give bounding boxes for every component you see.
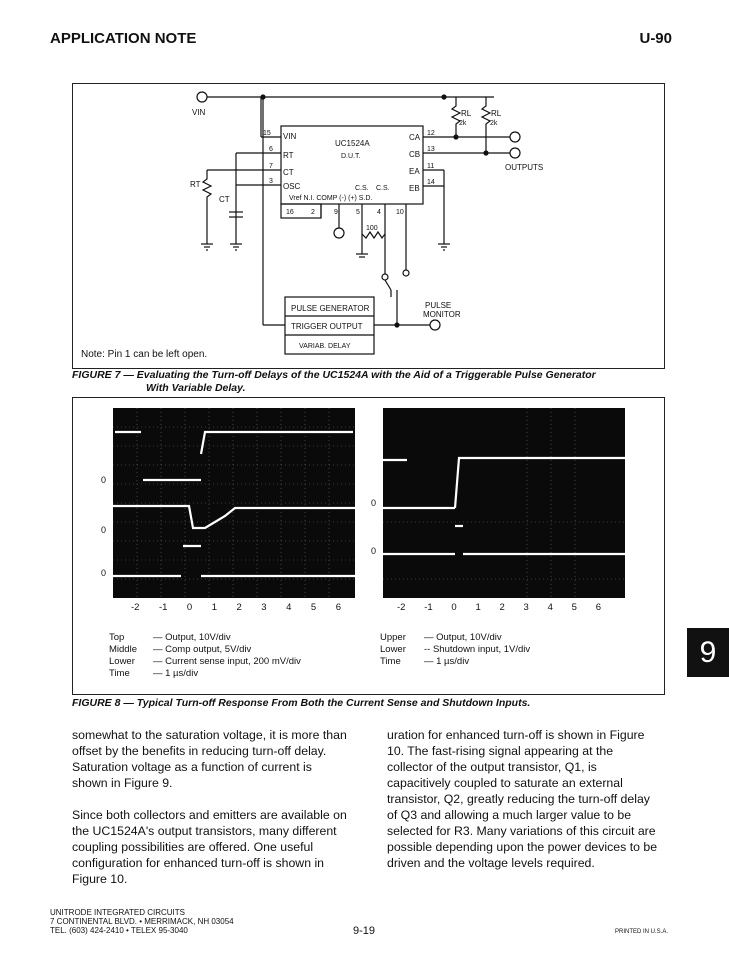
tick: 5 bbox=[310, 602, 317, 613]
rl2-value: 2k bbox=[490, 120, 498, 127]
legend-value: — Output, 10V/div bbox=[153, 632, 231, 643]
figure-7-caption bbox=[72, 369, 672, 395]
footer-line: 7 CONTINENTAL BLVD. • MERRIMACK, NH 03054 bbox=[50, 917, 234, 926]
pin-label-cs2: C.S. bbox=[376, 185, 390, 192]
figure-7-schematic bbox=[73, 84, 664, 368]
tick: 1 bbox=[475, 602, 481, 613]
legend-key: Time bbox=[380, 656, 401, 667]
footer-address bbox=[50, 908, 234, 935]
pin-label-osc: OSC bbox=[283, 182, 301, 191]
printed-in: PRINTED IN U.S.A. bbox=[615, 929, 669, 935]
body-column-left bbox=[72, 727, 347, 886]
legend-value: — Output, 10V/div bbox=[424, 632, 502, 643]
legend-row bbox=[380, 632, 530, 644]
pin-7: 7 bbox=[269, 163, 273, 170]
r100-label: 100 bbox=[366, 225, 378, 232]
rt-label: RT bbox=[190, 180, 201, 189]
legend-key: Lower bbox=[109, 656, 135, 667]
tick: -1 bbox=[158, 602, 168, 613]
legend-row bbox=[109, 656, 301, 668]
pin-16: 16 bbox=[286, 209, 294, 216]
rl2-label: RL bbox=[491, 109, 502, 118]
pin-12: 12 bbox=[427, 130, 435, 137]
tick: 5 bbox=[571, 602, 577, 613]
scope-left-traces bbox=[113, 408, 355, 598]
legend-row bbox=[109, 632, 301, 644]
outputs-label: OUTPUTS bbox=[505, 163, 544, 172]
legend-key: Top bbox=[109, 632, 125, 643]
pin-label-vin: VIN bbox=[283, 132, 297, 141]
legend-key: Middle bbox=[109, 644, 137, 655]
vin-label: VIN bbox=[192, 108, 206, 117]
scope-right-ticks bbox=[397, 602, 601, 613]
trace-upper-b bbox=[455, 458, 625, 508]
tick: 6 bbox=[595, 602, 601, 613]
vin-terminal bbox=[197, 92, 207, 102]
figure-8-caption: FIGURE 8 — Typical Turn-off Response From Both the Current Sense and Shutdown Inputs. bbox=[72, 697, 531, 709]
pulse-monitor-label-2: MONITOR bbox=[423, 310, 461, 319]
tick: 6 bbox=[335, 602, 341, 613]
pin-11: 11 bbox=[427, 163, 435, 170]
trace-top-b bbox=[201, 432, 353, 454]
scope-right-zero-1: 0 bbox=[371, 498, 377, 508]
pin-10: 10 bbox=[396, 209, 404, 216]
tick: 1 bbox=[211, 602, 217, 613]
tick: 3 bbox=[261, 602, 267, 613]
scope-right-zero-2: 0 bbox=[371, 546, 377, 556]
scope-right-traces bbox=[383, 408, 625, 598]
tick: 4 bbox=[547, 602, 553, 613]
running-header-left: APPLICATION NOTE bbox=[50, 30, 197, 47]
pin-label-ct: CT bbox=[283, 168, 294, 177]
footer-line: UNITRODE INTEGRATED CIRCUITS bbox=[50, 908, 185, 917]
body-paragraph: Since both collectors and emitters are available on the UC1524A's output transistors, many different coupling possibilities are offered. One useful configuration for enhanced turn-off is shown in Figure 10. bbox=[72, 808, 347, 886]
output-b-terminal bbox=[510, 148, 520, 158]
pin-3: 3 bbox=[269, 178, 273, 185]
ic-name: UC1524A bbox=[335, 139, 370, 148]
pin-4: 4 bbox=[377, 209, 381, 216]
pin-15: 15 bbox=[263, 130, 271, 137]
scope-left-zero-3: 0 bbox=[101, 568, 107, 578]
trigger-output-label: TRIGGER OUTPUT bbox=[291, 322, 363, 331]
scope-left-zero-1: 0 bbox=[101, 475, 107, 485]
body-column-right bbox=[387, 727, 662, 887]
trace-middle bbox=[113, 506, 355, 528]
legend-row bbox=[380, 644, 530, 656]
variab-delay-label: VARIAB. DELAY bbox=[299, 343, 351, 350]
pin-label-ea: EA bbox=[409, 167, 420, 176]
ic-sub: D.U.T. bbox=[341, 153, 361, 160]
tick: 2 bbox=[236, 602, 242, 613]
figure-7-caption-line-2: With Variable Delay. bbox=[146, 382, 246, 394]
rl1-label: RL bbox=[461, 109, 472, 118]
ic-body bbox=[281, 126, 423, 204]
pulse-monitor-label-1: PULSE bbox=[425, 301, 452, 310]
pin-label-ca: CA bbox=[409, 133, 421, 142]
pin-9: 9 bbox=[334, 209, 338, 216]
figure-8-frame bbox=[72, 397, 665, 695]
body-paragraph: uration for enhanced turn-off is shown in Figure 10. The fast-rising signal appearing at the collector of the output transistor, Q1, is capacitively coupled to saturate an external transistor, Q2, greatly reducing the turn-off delay of Q3 and allowing a much larger value to be selected for R3. Many variations of this circuit are possible depending upon the power devices to be driven and the voltage levels required. bbox=[387, 728, 658, 870]
legend-value: — 1 µs/div bbox=[424, 656, 470, 667]
pin-label-cb: CB bbox=[409, 150, 421, 159]
pin-5: 5 bbox=[356, 209, 360, 216]
footer-line: TEL. (603) 424-2410 • TELEX 95-3040 bbox=[50, 926, 188, 935]
tick: -2 bbox=[397, 602, 406, 613]
pin-label-row: Vref N.I. COMP (-) (+) S.D. bbox=[289, 195, 373, 202]
legend-value: — Comp output, 5V/div bbox=[153, 644, 252, 655]
output-a-terminal bbox=[510, 132, 520, 142]
figure-7-frame bbox=[72, 83, 665, 369]
tick: 4 bbox=[286, 602, 292, 613]
legend-row bbox=[380, 656, 530, 668]
tick: -1 bbox=[424, 602, 433, 613]
legend-key: Time bbox=[109, 668, 130, 679]
legend-value: — Current sense input, 200 mV/div bbox=[153, 656, 301, 667]
pin-14: 14 bbox=[427, 179, 435, 186]
tick: 0 bbox=[451, 602, 457, 613]
page-number: 9-19 bbox=[353, 925, 376, 937]
tick: 2 bbox=[499, 602, 505, 613]
pin-6: 6 bbox=[269, 146, 273, 153]
pin-13: 13 bbox=[427, 146, 435, 153]
rl1-value: 2k bbox=[459, 120, 467, 127]
ct-label: CT bbox=[219, 195, 230, 204]
legend-key: Upper bbox=[380, 632, 406, 643]
legend-value: — 1 µs/div bbox=[153, 668, 199, 679]
scope-left-zero-2: 0 bbox=[101, 525, 107, 535]
pulse-gen-label: PULSE GENERATOR bbox=[291, 304, 370, 313]
figure-8-legend-left bbox=[109, 632, 301, 680]
pin-label-eb: EB bbox=[409, 184, 420, 193]
legend-key: Lower bbox=[380, 644, 406, 655]
running-header-right: U-90 bbox=[639, 30, 672, 47]
body-paragraph: somewhat to the saturation voltage, it is more than offset by the benefits in reducing turn-off delay. Saturation voltage as a function of current is shown in Figure 9. bbox=[72, 728, 347, 790]
legend-row bbox=[109, 668, 301, 680]
tick: 0 bbox=[186, 602, 193, 613]
pin-label-cs1: C.S. bbox=[355, 185, 369, 192]
figure-7-caption-line-1: FIGURE 7 — Evaluating the Turn-off Delays of the UC1524A with the Aid of a Triggerable Pulse Generator bbox=[72, 369, 596, 381]
figure-8-legend-right bbox=[380, 632, 530, 668]
tick: 3 bbox=[523, 602, 529, 613]
legend-value: -- Shutdown input, 1V/div bbox=[424, 644, 531, 655]
scope-left bbox=[113, 408, 355, 598]
pin-2: 2 bbox=[311, 209, 315, 216]
section-tab: 9 bbox=[687, 628, 729, 677]
scope-left-ticks bbox=[131, 602, 341, 613]
pin-label-rt: RT bbox=[283, 151, 294, 160]
figure-7-note: Note: Pin 1 can be left open. bbox=[81, 349, 208, 360]
scope-right bbox=[383, 408, 625, 598]
legend-row bbox=[109, 644, 301, 656]
tick: -2 bbox=[131, 602, 140, 613]
